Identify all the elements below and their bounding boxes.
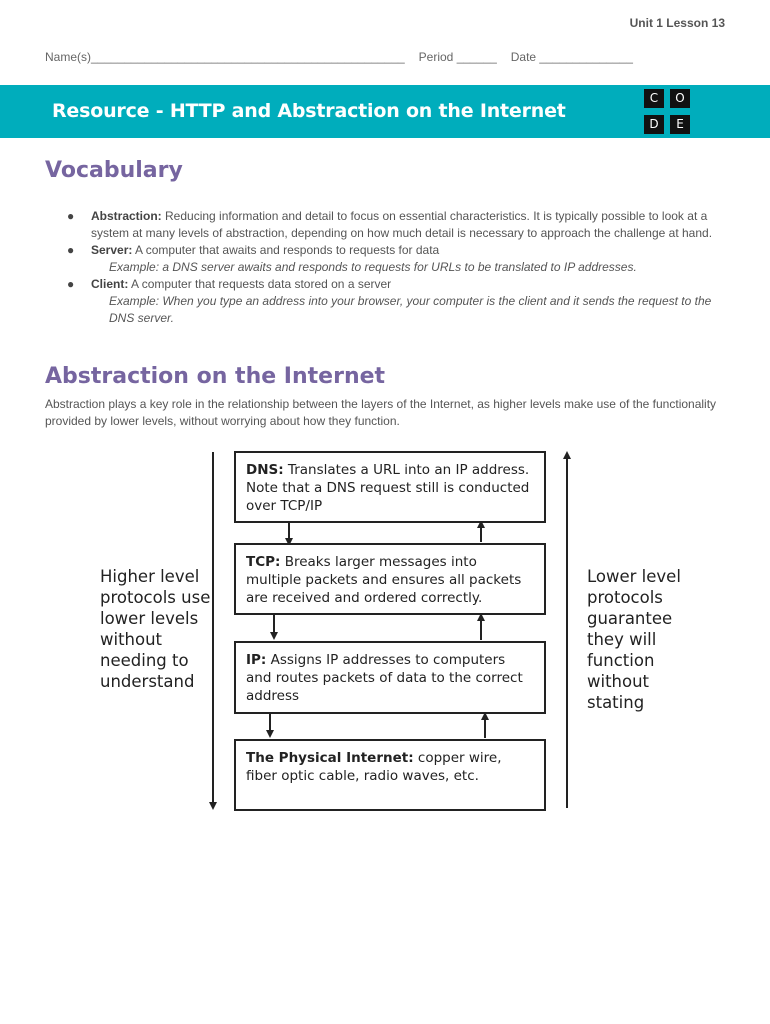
abstraction-heading: Abstraction on the Internet [45, 364, 386, 389]
layer-tcp [234, 543, 546, 615]
layer-desc: Assigns IP addresses to computers and routes packets of data to the correct address [246, 652, 523, 704]
layer-dns [234, 451, 546, 523]
vocab-term: Abstraction: [91, 209, 162, 223]
logo-letter-o: O [670, 89, 690, 108]
vocab-example: Example: When you type an address into your browser, your computer is the client and it sends the request to the DNS server. [109, 294, 712, 325]
layer-desc: copper wire, fiber optic cable, radio waves, etc. [246, 750, 502, 784]
lower-level-label: Lower level protocols guarantee they will function without stating [587, 567, 681, 712]
logo-letter-d: D [644, 115, 664, 134]
higher-level-label: Higher level protocols use lower levels without needing to understand [100, 567, 211, 691]
date-field[interactable]: Date ______________ [510, 50, 633, 64]
bullet-icon: ● [67, 209, 75, 223]
layer-name: TCP: [246, 554, 281, 570]
period-field[interactable]: Period ______ [418, 50, 497, 64]
layer-desc: Breaks larger messages into multiple packets and ensures all packets are received and ordered correctly. [246, 554, 522, 606]
page-title: Resource - HTTP and Abstraction on the Internet [52, 100, 566, 122]
layer-name: DNS: [246, 462, 284, 478]
vocab-term: Server: [91, 243, 133, 257]
bullet-icon: ● [67, 277, 75, 291]
bullet-icon: ● [67, 243, 75, 257]
logo-letter-c: C [644, 89, 664, 108]
vocab-definition: A computer that awaits and responds to requests for data [132, 243, 440, 257]
vocabulary-heading: Vocabulary [45, 158, 183, 183]
lesson-label: Unit 1 Lesson 13 [629, 16, 725, 30]
vocab-definition: A computer that requests data stored on a server [128, 277, 392, 291]
layer-name: IP: [246, 652, 267, 668]
name-field[interactable]: Name(s)_______________________________________________ [45, 50, 405, 64]
logo-letter-e: E [670, 115, 690, 134]
vocab-example: Example: a DNS server awaits and responds to requests for URLs to be translated to IP addresses. [109, 260, 637, 274]
layer-name: The Physical Internet: [246, 750, 414, 766]
layer-ip [234, 641, 546, 714]
layer-desc: Translates a URL into an IP address. Note that a DNS request still is conducted over TCP/IP [246, 462, 530, 514]
vocab-definition: Reducing information and detail to focus on essential characteristics. It is typically possible to look at a system at many levels of abstraction, depending on how much detail is necessary to approach the challenge at hand. [91, 209, 713, 240]
abstraction-intro: Abstraction plays a key role in the relationship between the layers of the Internet, as higher levels make use of the functionality provided by lower levels, without worrying about how they function. [45, 397, 717, 428]
layer-physical [234, 739, 546, 811]
vocab-term: Client: [91, 277, 129, 291]
